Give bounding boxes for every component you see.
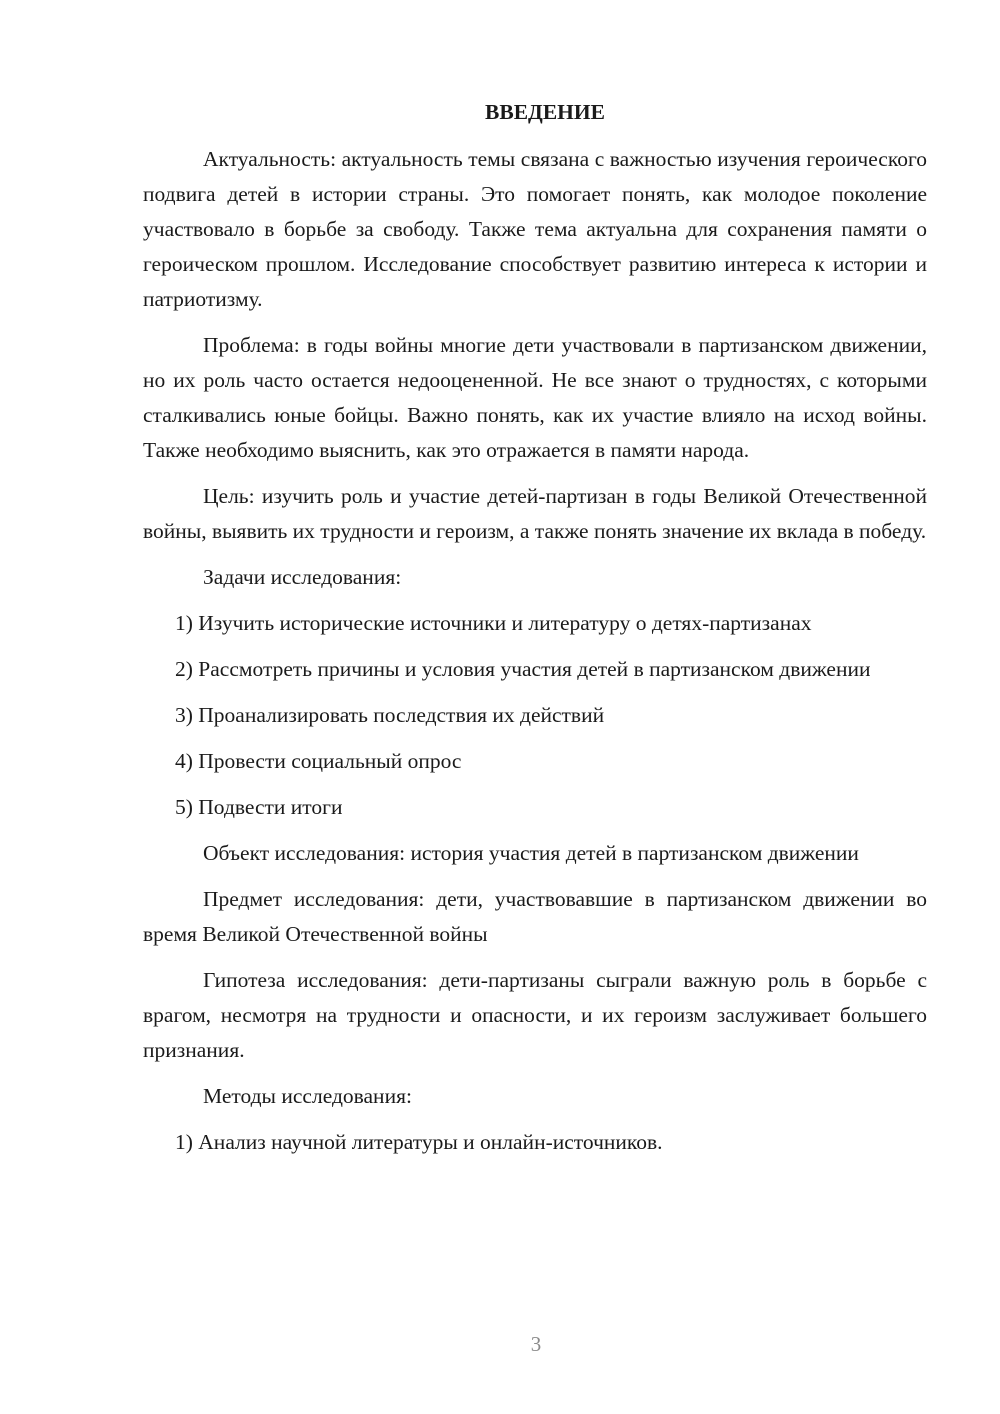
relevance-paragraph: Актуальность: актуальность темы связана с важностью изучения героического подвига детей в истории страны. Это помогает понять, как молодое поколение участвовало в борьбе за свободу. Также тема актуальна для сохранения памяти о героическом прошлом. Исследование способствует развитию интереса к истории и патриотизму. [143, 147, 927, 311]
task-item: 1) Изучить исторические источники и литературу о детях-партизанах [175, 611, 812, 635]
page-number: 3 [530, 1332, 542, 1356]
tasks-heading: Задачи исследования: [203, 565, 402, 589]
problem-paragraph: Проблема: в годы войны многие дети участвовали в партизанском движении, но их роль часто остается недооцененной. Не все знают о трудностях, с которыми сталкивались юные бойцы. Важно понять, как их участие влияло на исход войны. Также необходимо выяснить, как это отражается в памяти народа. [143, 333, 927, 462]
methods-heading: Методы исследования: [203, 1084, 412, 1108]
task-item: 3) Проанализировать последствия их действий [175, 703, 605, 727]
document-page [143, 95, 927, 1160]
hypothesis-paragraph: Гипотеза исследования: дети-партизаны сыграли важную роль в борьбе с врагом, несмотря на трудности и опасности, и их героизм заслуживает большего признания. [143, 968, 927, 1062]
task-item: 4) Провести социальный опрос [175, 749, 462, 773]
goal-paragraph: Цель: изучить роль и участие детей-партизан в годы Великой Отечественной войны, выявить их трудности и героизм, а также понять значение их вклада в победу. [143, 484, 927, 543]
subject-paragraph: Предмет исследования: дети, участвовавшие в партизанском движении во время Великой Отечественной войны [143, 887, 927, 946]
task-item: 2) Рассмотреть причины и условия участия детей в партизанском движении [175, 657, 871, 681]
section-title: ВВЕДЕНИЕ [485, 100, 605, 124]
task-item: 5) Подвести итоги [175, 795, 343, 819]
object-paragraph: Объект исследования: история участия детей в партизанском движении [203, 841, 859, 865]
method-item: 1) Анализ научной литературы и онлайн-источников. [175, 1130, 663, 1154]
